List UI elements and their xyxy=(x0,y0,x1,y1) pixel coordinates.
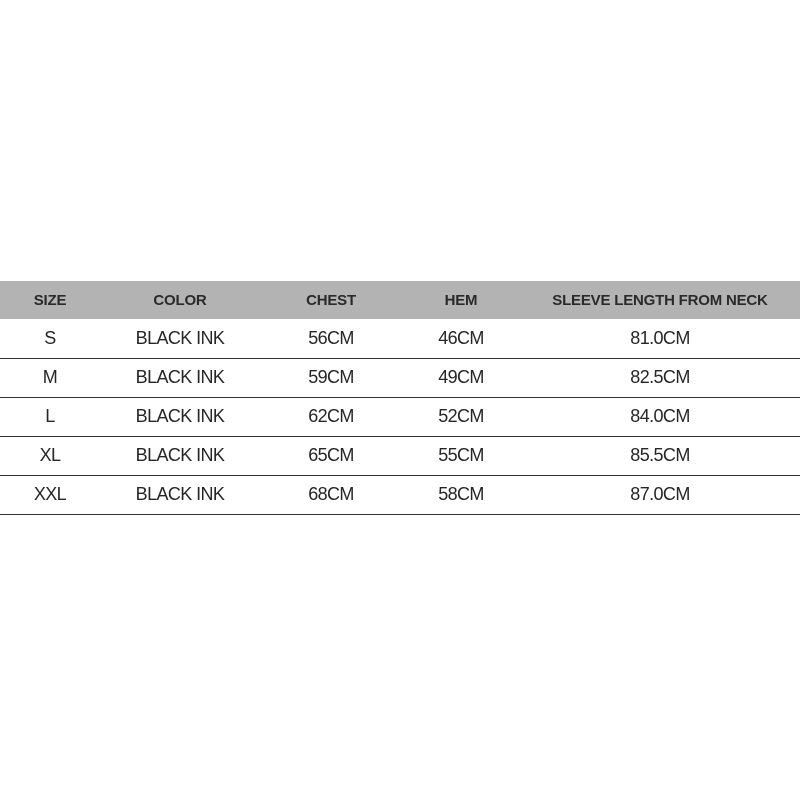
cell-size: M xyxy=(42,367,58,387)
table-row xyxy=(0,475,800,514)
header-color: COLOR xyxy=(153,291,207,309)
header-hem: HEM xyxy=(444,291,478,309)
cell-hem: 49CM xyxy=(438,367,484,387)
header-size: SIZE xyxy=(33,291,67,309)
cell-size: XXL xyxy=(33,484,67,504)
cell-chest: 62CM xyxy=(308,406,354,426)
size-chart-table xyxy=(0,281,800,515)
cell-hem: 46CM xyxy=(438,327,484,348)
table-header xyxy=(0,281,800,319)
table-body xyxy=(0,319,800,514)
cell-chest: 65CM xyxy=(308,445,354,465)
header-row xyxy=(0,281,800,319)
header-chest: CHEST xyxy=(306,291,356,309)
table-row xyxy=(0,319,800,358)
cell-color: BLACK INK xyxy=(135,327,225,348)
cell-size: S xyxy=(44,327,56,348)
table-row xyxy=(0,358,800,397)
cell-sleeve-length: 82.5CM xyxy=(630,367,690,387)
table-row xyxy=(0,436,800,475)
cell-chest: 68CM xyxy=(308,484,354,504)
cell-color: BLACK INK xyxy=(135,445,225,465)
cell-color: BLACK INK xyxy=(135,367,225,387)
cell-sleeve-length: 84.0CM xyxy=(630,406,690,426)
cell-color: BLACK INK xyxy=(135,484,225,504)
cell-chest: 56CM xyxy=(308,327,354,348)
cell-size: L xyxy=(45,406,55,426)
cell-sleeve-length: 81.0CM xyxy=(630,327,690,348)
cell-sleeve-length: 85.5CM xyxy=(630,445,690,465)
cell-size: XL xyxy=(39,445,61,465)
cell-sleeve-length: 87.0CM xyxy=(630,484,690,504)
cell-hem: 55CM xyxy=(438,445,484,465)
cell-hem: 58CM xyxy=(438,484,484,504)
cell-hem: 52CM xyxy=(438,406,484,426)
table-row xyxy=(0,397,800,436)
cell-color: BLACK INK xyxy=(135,406,225,426)
header-sleeve-length: SLEEVE LENGTH FROM NECK xyxy=(552,291,768,309)
cell-chest: 59CM xyxy=(308,367,354,387)
